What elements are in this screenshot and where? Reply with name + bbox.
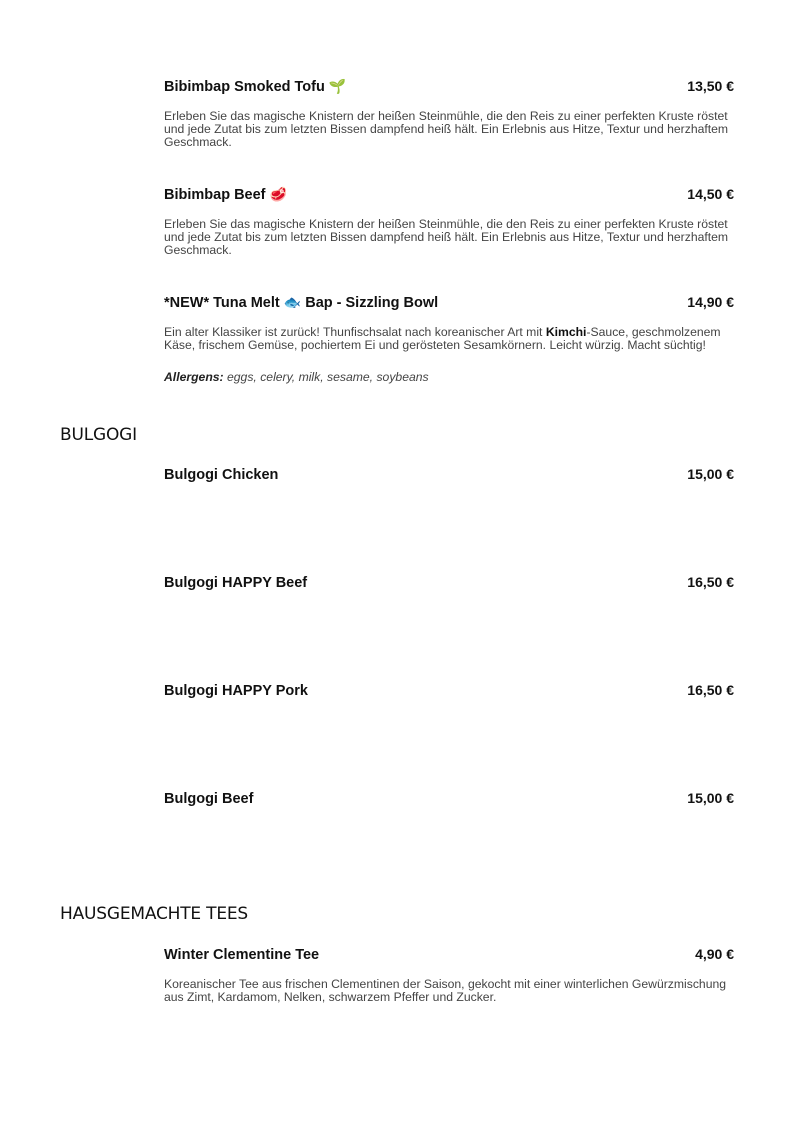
item-name: Bulgogi HAPPY Beef <box>164 575 308 591</box>
menu-item <box>164 186 734 258</box>
item-description: Koreanischer Tee aus frischen Clementinen der Saison, gekocht mit einer winterlichen Gewürzmischung aus Zimt, Kardamom, Nelken, schwarzem Pfeffer und Zucker. <box>164 977 727 1005</box>
allergens-note <box>164 370 734 384</box>
allergens-list: eggs, celery, milk, sesame, soybeans <box>227 370 429 385</box>
menu-item <box>164 574 734 591</box>
item-description: Ein alter Klassiker ist zurück! Thunfischsalat nach koreanischer Art mit Kimchi-Sauce, geschmolzenem Käse, frischem Gemüse, pochiertem Ei und gerösteten Sesamkörnern. Leicht würzig. Macht süchtig! <box>164 325 721 353</box>
section-heading-tees: HAUSGEMACHTE TEES <box>60 904 248 924</box>
item-description: Erleben Sie das magische Knistern der heißen Steinmühle, die den Reis zu einer perfekten Kruste röstet und jede Zutat bis zum letzten Bissen dampfend heiß hält. Ein Erlebnis aus Hitze, Textur und herzhaftem Geschmack. <box>164 109 729 150</box>
item-price: 14,90 € <box>687 294 734 310</box>
allergens-label: Allergens: <box>164 370 224 385</box>
item-price: 13,50 € <box>687 78 734 94</box>
menu-item <box>164 946 734 1004</box>
item-price: 15,00 € <box>687 790 734 806</box>
item-name: Winter Clementine Tee <box>164 947 320 963</box>
menu-item <box>164 78 734 150</box>
item-price: 15,00 € <box>687 466 734 482</box>
menu-item <box>164 466 734 483</box>
menu-item <box>164 682 734 699</box>
menu-item <box>164 790 734 807</box>
item-description: Erleben Sie das magische Knistern der heißen Steinmühle, die den Reis zu einer perfekten Kruste röstet und jede Zutat bis zum letzten Bissen dampfend heiß hält. Ein Erlebnis aus Hitze, Textur und herzhaftem Geschmack. <box>164 217 729 258</box>
item-price: 16,50 € <box>687 682 734 698</box>
sprout-icon: 🌱 <box>328 79 347 95</box>
fish-icon: 🐟 <box>283 295 302 311</box>
menu-item <box>164 294 734 384</box>
section-heading-bulgogi: BULGOGI <box>60 425 137 445</box>
item-name: Bibimbap Beef 🥩 <box>164 187 287 203</box>
item-price: 4,90 € <box>695 946 734 962</box>
item-price: 16,50 € <box>687 574 734 590</box>
item-name: Bulgogi Chicken <box>164 467 279 483</box>
item-name: *NEW* Tuna Melt 🐟 Bap - Sizzling Bowl <box>164 295 439 311</box>
item-name: Bulgogi Beef <box>164 791 254 807</box>
item-name: Bulgogi HAPPY Pork <box>164 683 308 699</box>
item-price: 14,50 € <box>687 186 734 202</box>
item-name: Bibimbap Smoked Tofu 🌱 <box>164 79 347 95</box>
meat-icon: 🥩 <box>269 187 287 203</box>
